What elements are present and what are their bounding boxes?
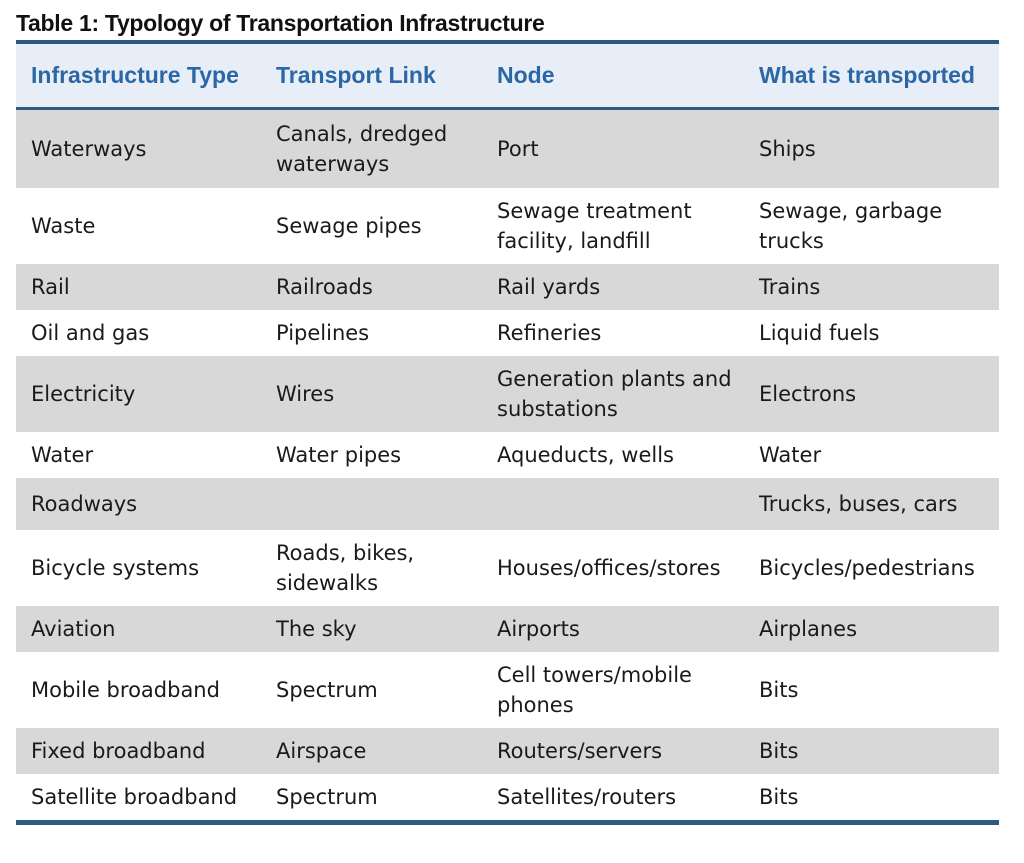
cell-transported: Airplanes xyxy=(759,617,858,641)
table-row xyxy=(16,728,999,774)
table-row xyxy=(16,652,999,728)
cell-transport-link: Wires xyxy=(276,382,335,406)
cell-transported: Sewage, garbage trucks xyxy=(759,199,943,253)
cell-node: Airports xyxy=(497,617,580,641)
cell-infrastructure-type: Electricity xyxy=(31,382,136,406)
table-caption: Table 1: Typology of Transportation Infrastructure xyxy=(16,10,545,36)
cell-infrastructure-type: Roadways xyxy=(31,492,138,516)
table-row xyxy=(16,774,999,820)
cell-node: Port xyxy=(497,137,539,161)
table-row xyxy=(16,310,999,356)
cell-infrastructure-type: Bicycle systems xyxy=(31,556,200,580)
table-bottom-rule xyxy=(16,820,999,825)
cell-transported: Bits xyxy=(759,678,799,702)
table-row xyxy=(16,110,999,188)
cell-node: Sewage treatment facility, landfill xyxy=(497,199,692,253)
cell-transported: Trucks, buses, cars xyxy=(759,492,958,516)
cell-node: Rail yards xyxy=(497,275,601,299)
table-row xyxy=(16,356,999,432)
table-row xyxy=(16,606,999,652)
header-node: Node xyxy=(497,62,555,88)
cell-transported: Bits xyxy=(759,739,799,763)
cell-transport-link: Sewage pipes xyxy=(276,214,422,238)
cell-transported: Water xyxy=(759,443,822,467)
infrastructure-table xyxy=(16,44,999,820)
cell-transport-link xyxy=(261,478,482,530)
cell-infrastructure-type: Mobile broadband xyxy=(31,678,220,702)
cell-transported: Bits xyxy=(759,785,799,809)
cell-node: Generation plants and substations xyxy=(497,367,732,421)
cell-node: Routers/servers xyxy=(497,739,663,763)
table-row xyxy=(16,432,999,478)
table-row xyxy=(16,530,999,606)
cell-transport-link: Water pipes xyxy=(276,443,402,467)
cell-transported: Trains xyxy=(759,275,821,299)
table-row xyxy=(16,188,999,264)
cell-infrastructure-type: Rail xyxy=(31,275,70,299)
cell-transport-link: Spectrum xyxy=(276,785,378,809)
infrastructure-table-container xyxy=(16,40,999,825)
cell-node: Satellites/routers xyxy=(497,785,677,809)
cell-infrastructure-type: Fixed broadband xyxy=(31,739,206,763)
cell-node xyxy=(482,478,744,530)
cell-transport-link: Canals, dredged waterways xyxy=(276,122,448,176)
table-header-row xyxy=(16,44,999,107)
cell-transport-link: Roads, bikes, sidewalks xyxy=(276,541,415,595)
cell-transport-link: Spectrum xyxy=(276,678,378,702)
table-row xyxy=(16,478,999,530)
cell-transported: Electrons xyxy=(759,382,857,406)
cell-node: Refineries xyxy=(497,321,602,345)
cell-transported: Liquid fuels xyxy=(759,321,880,345)
cell-infrastructure-type: Water xyxy=(31,443,94,467)
cell-infrastructure-type: Waste xyxy=(31,214,96,238)
cell-infrastructure-type: Aviation xyxy=(31,617,116,641)
cell-infrastructure-type: Waterways xyxy=(31,137,147,161)
cell-transport-link: The sky xyxy=(276,617,357,641)
cell-transported: Bicycles/pedestrians xyxy=(759,556,975,580)
header-transport-link: Transport Link xyxy=(276,62,436,88)
cell-infrastructure-type: Oil and gas xyxy=(31,321,150,345)
cell-node: Aqueducts, wells xyxy=(497,443,674,467)
cell-infrastructure-type: Satellite broadband xyxy=(31,785,238,809)
cell-node: Houses/offices/stores xyxy=(497,556,721,580)
table-row xyxy=(16,264,999,310)
cell-transport-link: Railroads xyxy=(276,275,373,299)
header-what-is-transported: What is transported xyxy=(759,62,975,88)
cell-transported: Ships xyxy=(759,137,816,161)
cell-transport-link: Airspace xyxy=(276,739,367,763)
cell-node: Cell towers/mobile phones xyxy=(497,663,692,717)
header-infrastructure-type: Infrastructure Type xyxy=(31,62,239,88)
cell-transport-link: Pipelines xyxy=(276,321,370,345)
